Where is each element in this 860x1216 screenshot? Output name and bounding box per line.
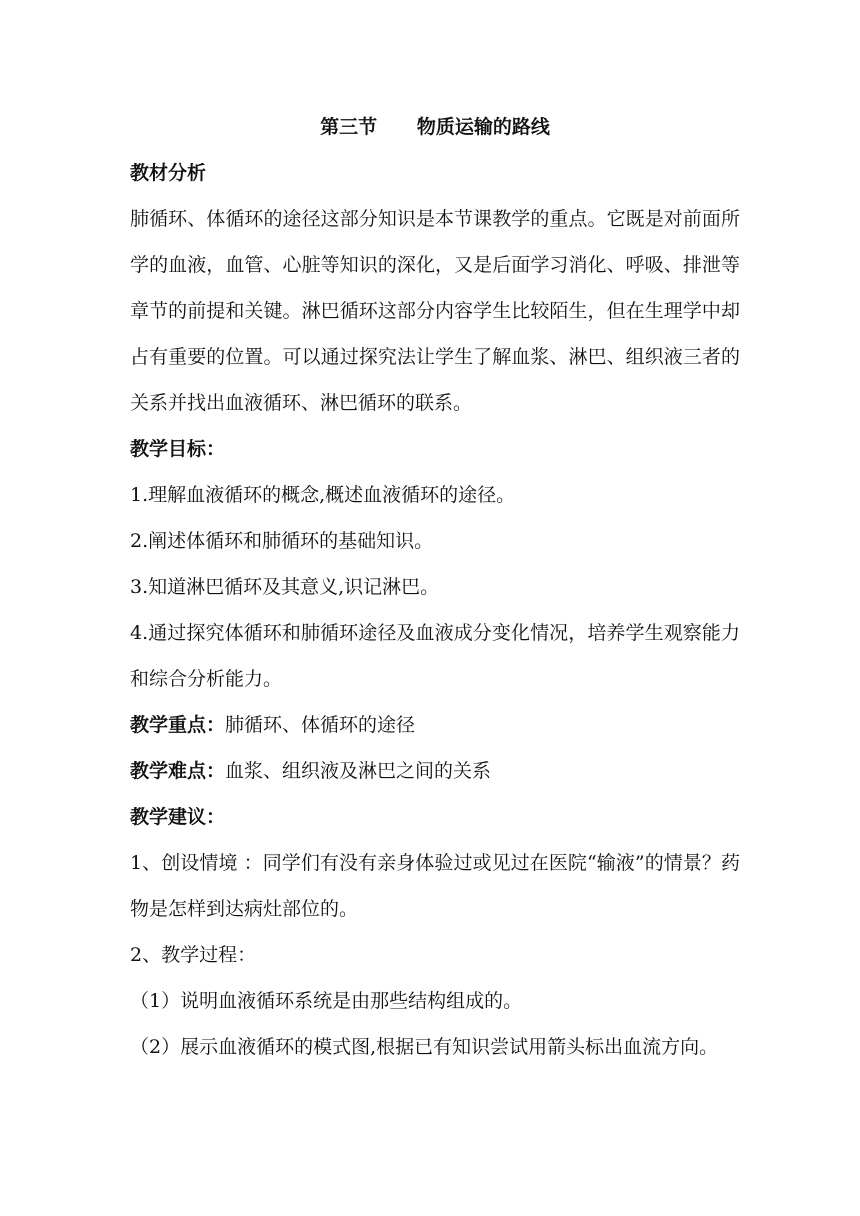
goal-item: 3.知道淋巴循环及其意义,识记淋巴。 <box>130 576 440 598</box>
suggestion-item: 1、创设情境 ：同学们有没有亲身体验过或见过在医院“输液”的情景？药物是怎样到达病灶部位的。 <box>130 852 740 920</box>
teaching-difficulty-text: 血浆、组织液及淋巴之间的关系 <box>225 760 492 782</box>
process-step: （1）说明血液循环系统是由那些结构组成的。 <box>130 990 523 1012</box>
suggestion-item: 2、教学过程： <box>130 944 257 966</box>
section-heading-teaching-goals: 教学目标： <box>130 438 226 460</box>
teaching-focus-text: 肺循环、体循环的途径 <box>225 714 416 736</box>
process-step: （2）展示血液循环的模式图,根据已有知识尝试用箭头标出血流方向。 <box>130 1036 719 1058</box>
document-content <box>130 104 740 1070</box>
goal-item: 4.通过探究体循环和肺循环途径及血液成分变化情况，培养学生观察能力和综合分析能力。 <box>130 622 740 690</box>
goal-item: 2.阐述体循环和肺循环的基础知识。 <box>130 530 434 552</box>
teaching-focus-line <box>130 702 740 748</box>
material-analysis-paragraph: 肺循环、体循环的途径这部分知识是本节课教学的重点。它既是对前面所学的血液，血管、心脏等知识的深化，又是后面学习消化、呼吸、排泄等章节的前提和关键。淋巴循环这部分内容学生比较陌生，但在生理学中却占有重要的位置。可以通过探究法让学生了解血浆、淋巴、组织液三者的关系并找出血液循环、淋巴循环的联系。 <box>130 208 740 414</box>
teaching-difficulty-label: 教学难点： <box>130 760 226 782</box>
goal-item: 1.理解血液循环的概念,概述血液循环的途径。 <box>130 484 516 506</box>
teaching-focus-label: 教学重点： <box>130 714 226 736</box>
section-heading-material-analysis: 教材分析 <box>130 162 207 184</box>
section-heading-teaching-suggestions: 教学建议： <box>130 806 226 828</box>
page-title: 第三节 物质运输的路线 <box>320 116 550 138</box>
teaching-difficulty-line <box>130 748 740 794</box>
